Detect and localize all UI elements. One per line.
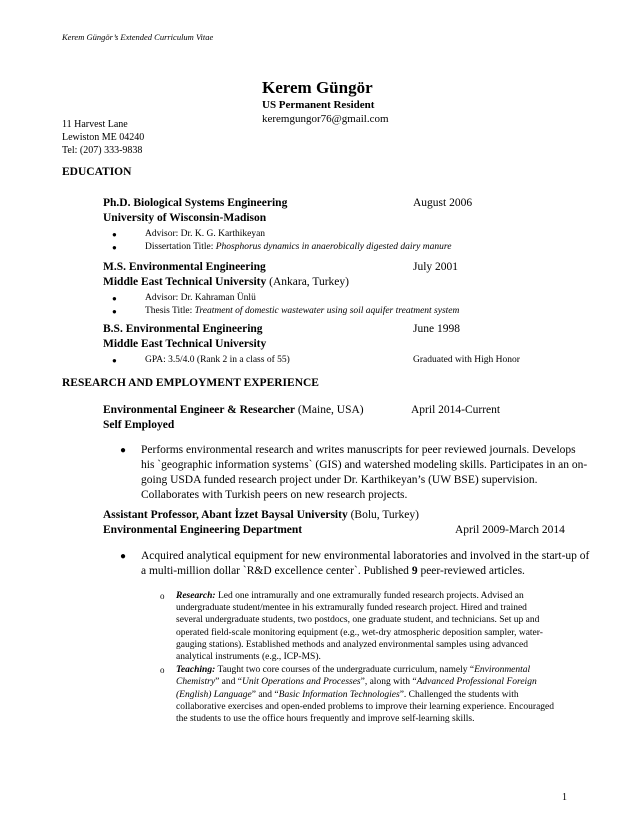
street-line: 11 Harvest Lane [62,119,128,130]
phone-line: Tel: (207) 333-9838 [62,145,143,156]
name-block [262,78,462,126]
honor-note: Graduated with High Honor [413,355,520,365]
job-role: Environmental Engineer & Researcher [103,404,295,416]
research-label: Research: [176,591,216,601]
running-head: Kerem Güngör’s Extended Curriculum Vitae [62,32,214,42]
job-organization: Environmental Engineering Department [103,524,303,536]
candidate-name: Kerem Güngör [262,78,373,97]
degree-date: August 2006 [413,197,473,209]
job-organization: Self Employed [103,419,175,431]
teaching-item: o Teaching: Taught two core courses of the undergraduate curriculum, namely “Environmental Chemistry” and “Unit Operations and Processes”, along with “Advanced Professional Foreign (English) Language” and “Basic Information Technologies”. Challenged the students with collaborative exercises and open-ended problems to improve their learning experience. Encouraged the students to use the office hours frequently and improve self-learning skills. [160,665,554,725]
detail-item: ● Thesis Title: Treatment of domestic wastewater using soil aquifer treatment system [112,306,460,316]
contact-address [62,118,144,157]
education-entry-ms [103,260,573,318]
bullet-icon: ● [112,294,117,303]
research-item: o Research: Led one intramurally and one extramurally funded research projects. Advised an undergraduate student/mentee in his extramurally funded research project. Hired and trained several undergraduate students, two postdocs, one graduate student, and technicians. Set up and operated field-scale monitoring equipment (e.g., wet-dry atmospheric deposition sampler, water-gauging stations). Established methods and analyzed environmental samples using advanced analytical instruments (e.g., ICP-MS). [160,591,543,663]
job-sub-list [160,590,556,726]
section-title-experience: RESEARCH AND EMPLOYMENT EXPERIENCE [62,377,319,389]
email-address: keremgungor76@gmail.com [262,113,389,125]
detail-item: ● GPA: 3.5/4.0 (Rank 2 in a class of 55) Graduated with High Honor [112,355,520,365]
bullet-icon: ● [112,356,117,365]
circle-bullet-icon: o [160,591,165,601]
degree-details [103,292,573,318]
bullet-icon: ● [120,551,127,562]
section-title-education: EDUCATION [62,166,132,178]
degree-title: M.S. Environmental Engineering [103,261,266,273]
degree-details [103,354,573,367]
circle-bullet-icon: o [160,665,165,676]
degree-date: July 2001 [413,261,459,273]
bullet-icon: ● [112,243,117,252]
education-entry-phd [103,196,573,254]
degree-title: Ph.D. Biological Systems Engineering [103,197,288,209]
experience-entry-abant [103,508,573,538]
degree-date: June 1998 [413,323,460,335]
job-description: ● Performs environmental research and writes manuscripts for peer reviewed journals. Develops his `geographic information systems` (GIS) and watershed modeling skills. Participates in an on-going USDA funded research project under Dr. Karthikeyan’s (UW BSE) supervision. Collaborates with Turkish peers on new research projects. [120,444,588,501]
teaching-label: Teaching: [176,665,216,676]
bullet-icon: ● [112,230,117,239]
school-name: University of Wisconsin-Madison [103,212,267,224]
detail-item: ● Dissertation Title: Phosphorus dynamics in anaerobically digested dairy manure [112,242,452,252]
residency-status: US Permanent Resident [262,99,375,111]
job-date: April 2009-March 2014 [455,524,565,536]
bullet-icon: ● [120,445,127,456]
bullet-icon: ● [112,307,117,316]
school-location: (Ankara, Turkey) [266,276,349,288]
education-entry-bs [103,322,573,367]
job-location: (Bolu, Turkey) [347,509,419,521]
detail-item: ● Advisor: Dr. K. G. Karthikeyan [112,229,266,239]
school-name: Middle East Technical University [103,338,267,350]
school-name: Middle East Technical University [103,276,267,288]
degree-title: B.S. Environmental Engineering [103,323,263,335]
page-number: 1 [562,792,567,803]
job-role: Assistant Professor, Abant İzzet Baysal University [103,509,348,521]
degree-details [103,228,573,254]
job-date: April 2014-Current [411,404,501,416]
job-location: (Maine, USA) [294,404,364,416]
city-line: Lewiston ME 04240 [62,132,145,143]
detail-item: ● Advisor: Dr. Kahraman Ünlü [112,293,256,303]
experience-entry-self-employed [103,403,573,433]
job-description: ● Acquired analytical equipment for new environmental laboratories and involved in the start-up of a multi-million dollar `R&D excellence center`. Published 9 peer-reviewed articles. [120,550,590,577]
